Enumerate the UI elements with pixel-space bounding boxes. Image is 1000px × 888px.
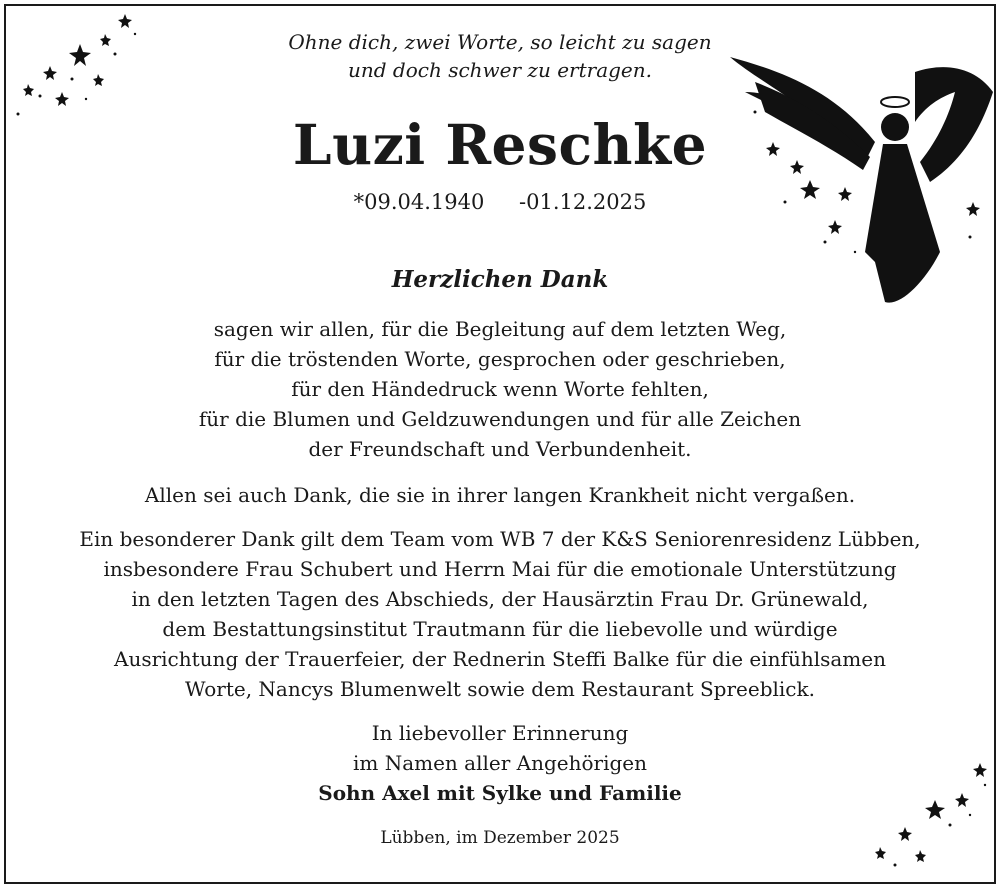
text-line: in den letzten Tagen des Abschieds, der Hausärztin Frau Dr. Grünewald, [131,587,869,611]
death-date: ‐01.12.2025 [519,190,647,214]
text-line: Ausrichtung der Trauerfeier, der Rednerin Steffi Balke für die einfühlsamen [114,647,886,671]
thanks-paragraph-3 [0,524,1000,704]
text-line: für die tröstenden Worte, gesprochen oder geschrieben, [214,347,786,371]
motto-line: Ohne dich, zwei Worte, so leicht zu sagen [288,30,712,54]
thanks-heading: Herzlichen Dank [391,266,609,293]
text-line: dem Bestattungsinstitut Trautmann für die liebevolle und würdige [162,617,838,641]
place-date: Lübben, im Dezember 2025 [380,828,620,848]
thanks-paragraph-1 [0,314,1000,464]
text-line: für die Blumen und Geldzuwendungen und für alle Zeichen [198,407,802,431]
closing-line: im Namen aller Angehörigen [352,751,647,775]
signature: Sohn Axel mit Sylke und Familie [318,781,682,805]
closing-line: In liebevoller Erinnerung [371,721,629,745]
text-line: insbesondere Frau Schubert und Herrn Mai für die emotionale Unterstützung [103,557,897,581]
text-line: sagen wir allen, für die Begleitung auf dem letzten Weg, [213,317,787,341]
text-line: der Freundschaft und Verbundenheit. [308,437,692,461]
birth-date: *09.04.1940 [353,190,485,214]
closing-block [0,718,1000,808]
thanks-paragraph-2: Allen sei auch Dank, die sie in ihrer langen Krankheit nicht vergaßen. [144,483,856,507]
life-dates [0,190,1000,214]
text-line: für den Händedruck wenn Worte fehlten, [291,377,709,401]
motto-line: und doch schwer zu ertragen. [348,58,652,82]
text-line: Ein besonderer Dank gilt dem Team vom WB 7 der K&S Seniorenresidenz Lübben, [79,527,921,551]
motto [0,28,1000,84]
deceased-name: Luzi Reschke [292,112,708,177]
text-line: Worte, Nancys Blumenwelt sowie dem Restaurant Spreeblick. [185,677,815,701]
